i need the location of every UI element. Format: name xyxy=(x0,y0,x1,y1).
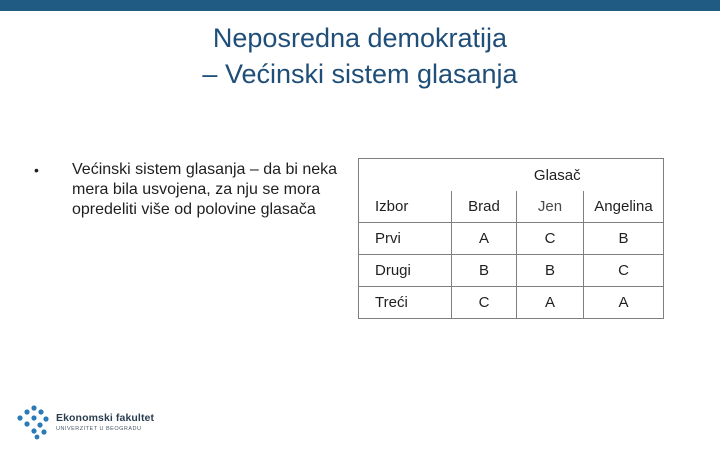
slide-title-line-1: Neposredna demokratija xyxy=(212,23,508,53)
choice-header: Izbor xyxy=(359,191,452,223)
candidate-header-brad: Brad xyxy=(452,191,517,223)
slide-title-line-2: – Većinski sistem glasanja xyxy=(202,59,518,89)
row-label: Prvi xyxy=(359,223,452,255)
bullet-text: Većinski sistem glasanja – da bi neka mera bila usvojena, za nju se mora opredeliti više od polovine glasača xyxy=(72,161,338,218)
table-cell: B xyxy=(584,223,664,255)
table-cell: B xyxy=(517,255,584,287)
logo-main-text: Ekonomski fakultet xyxy=(56,412,155,424)
logo-dots-icon xyxy=(14,404,54,440)
table-row xyxy=(359,287,664,319)
voter-group-header: Glasač xyxy=(452,159,664,192)
candidate-header-jen: Jen xyxy=(517,191,584,223)
table-cell: B xyxy=(452,255,517,287)
row-label: Drugi xyxy=(359,255,452,287)
top-accent-bar xyxy=(0,0,720,11)
table-candidate-row xyxy=(359,191,664,223)
table-row xyxy=(359,255,664,287)
voting-table xyxy=(358,158,664,319)
table-cell: A xyxy=(452,223,517,255)
bullet-symbol: • xyxy=(34,162,39,178)
table-cell: C xyxy=(452,287,517,319)
table-cell: A xyxy=(584,287,664,319)
faculty-logo xyxy=(14,404,194,440)
table-cell: A xyxy=(517,287,584,319)
table-empty-corner xyxy=(359,159,452,192)
logo-sub-text: UNIVERZITET U BEOGRADU xyxy=(56,426,142,432)
table-cell: C xyxy=(584,255,664,287)
table-cell: C xyxy=(517,223,584,255)
row-label: Treći xyxy=(359,287,452,319)
slide-title xyxy=(60,20,660,92)
candidate-header-angelina: Angelina xyxy=(584,191,664,223)
table-group-header-row xyxy=(359,159,664,192)
table-row xyxy=(359,223,664,255)
